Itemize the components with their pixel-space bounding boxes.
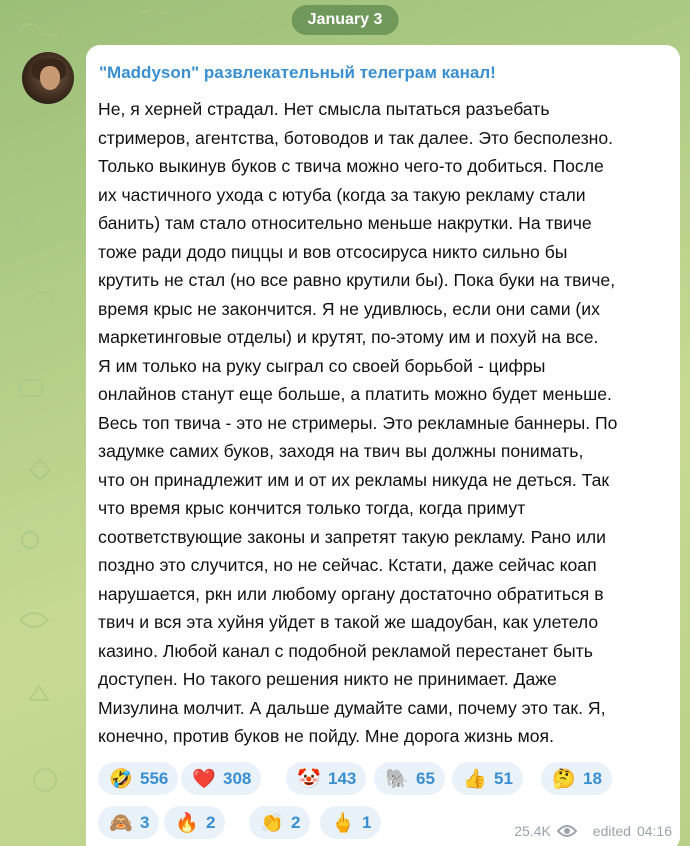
- reaction-chip[interactable]: [286, 762, 366, 795]
- reaction-emoji-icon: 🤔: [552, 768, 576, 790]
- message-line: время крыс не закончится. Я не удивлюсь, если они сами (их: [98, 298, 600, 319]
- message-line: Я им только на руку сыграл со своей борьбой - цифры: [98, 355, 546, 376]
- channel-name[interactable]: "Maddyson" развлекательный телеграм канал!: [99, 63, 496, 82]
- reaction-count: 2: [206, 812, 216, 832]
- reaction-count: 143: [328, 768, 357, 788]
- message-line: задумке самих буков, заходя на твич вы должны понимать,: [98, 441, 584, 461]
- message-line: конечно, против буков не пойду. Мне дорога жизнь моя.: [98, 726, 554, 746]
- reaction-chip[interactable]: [374, 762, 445, 795]
- message-line: онлайнов станут еще больше, а платить можно будет меньше.: [98, 384, 612, 404]
- reaction-emoji-icon: 👏: [260, 812, 284, 834]
- reaction-count: 51: [494, 768, 513, 788]
- edited-label: edited: [592, 823, 631, 839]
- message-text: [98, 95, 676, 751]
- reaction-count: 65: [416, 768, 435, 788]
- message-line: маркетинговые отделы) и крутят, по-этому им и похуй на все.: [98, 327, 599, 347]
- message-line: банить) там стало относительно меньше накрутки. На твиче: [98, 213, 592, 233]
- message-bubble[interactable]: [86, 45, 680, 846]
- message-line: соответствующие законы и запретят такую рекламу. Рано или: [98, 526, 606, 547]
- message-time: 04:16: [636, 823, 672, 839]
- message-line: доступен. Но такого решения никто не принимает. Даже: [98, 669, 557, 689]
- channel-avatar[interactable]: [22, 52, 74, 104]
- reaction-chip[interactable]: [249, 806, 310, 839]
- reaction-emoji-icon: 🤡: [297, 768, 321, 790]
- reaction-emoji-icon: 👍: [463, 768, 487, 790]
- reaction-emoji-icon: ❤️: [192, 768, 216, 790]
- message-line: нарушается, ркн или любому органу достаточно обратиться в: [98, 583, 604, 604]
- reaction-emoji-icon: 🐘: [385, 768, 409, 790]
- reaction-emoji-icon: 🖕: [331, 812, 355, 834]
- message-line: стримеров, агентства, ботоводов и так далее. Это бесполезно.: [98, 127, 614, 148]
- reaction-chip[interactable]: [452, 762, 523, 795]
- date-separator: January 3: [292, 5, 399, 35]
- reaction-count: 308: [223, 768, 252, 788]
- avatar-face-shape: [40, 66, 60, 90]
- reaction-emoji-icon: 🙈: [109, 812, 133, 834]
- message-line: Только выкинув буков с твича можно чего-то добиться. После: [98, 156, 604, 176]
- reaction-count: 2: [291, 812, 301, 832]
- reaction-count: 1: [362, 812, 372, 832]
- reaction-chip[interactable]: [164, 806, 225, 839]
- message-line: что он принадлежит им и от их рекламы никуда не деться. Так: [98, 469, 610, 490]
- reaction-chip[interactable]: [98, 806, 159, 839]
- eye-icon: [557, 824, 577, 838]
- message-line: Мизулина молчит. А дальше думайте сами, почему это так. Я,: [98, 697, 606, 718]
- reaction-count: 18: [583, 768, 602, 788]
- message-line: Весь топ твича - это не стримеры. Это рекламные баннеры. По: [98, 412, 618, 433]
- message-meta: [514, 823, 672, 839]
- reaction-count: 556: [140, 768, 169, 788]
- view-count: 25.4K: [514, 823, 551, 839]
- message-line: казино. Любой канал с подобной рекламой перестанет быть: [98, 640, 593, 661]
- message-line: твич и вся эта хуйня уйдет в такой же шадоубан, как улетело: [98, 612, 599, 632]
- message-line: поздно это случится, но не сейчас. Кстати, даже сейчас коап: [98, 555, 597, 575]
- reaction-count: 3: [140, 812, 150, 832]
- reaction-emoji-icon: 🔥: [175, 812, 199, 834]
- reaction-chip[interactable]: [320, 806, 381, 839]
- message-line: что время крыс кончится только тогда, когда примут: [98, 498, 526, 518]
- reaction-chip[interactable]: [98, 762, 178, 795]
- reaction-chip[interactable]: [181, 762, 261, 795]
- message-line: тоже ради додо пиццы и вов отсосируса никто сильно бы: [98, 241, 568, 262]
- message-line: их частичного ухода с ютуба (когда за такую рекламу стали: [98, 184, 586, 205]
- reaction-emoji-icon: 🤣: [109, 768, 133, 790]
- reaction-chip[interactable]: [541, 762, 612, 795]
- message-line: Не, я херней страдал. Нет смысла пытаться разъебать: [98, 99, 550, 119]
- message-line: крутить не стал (но все равно крутили бы). Пока буки на твиче,: [98, 270, 616, 290]
